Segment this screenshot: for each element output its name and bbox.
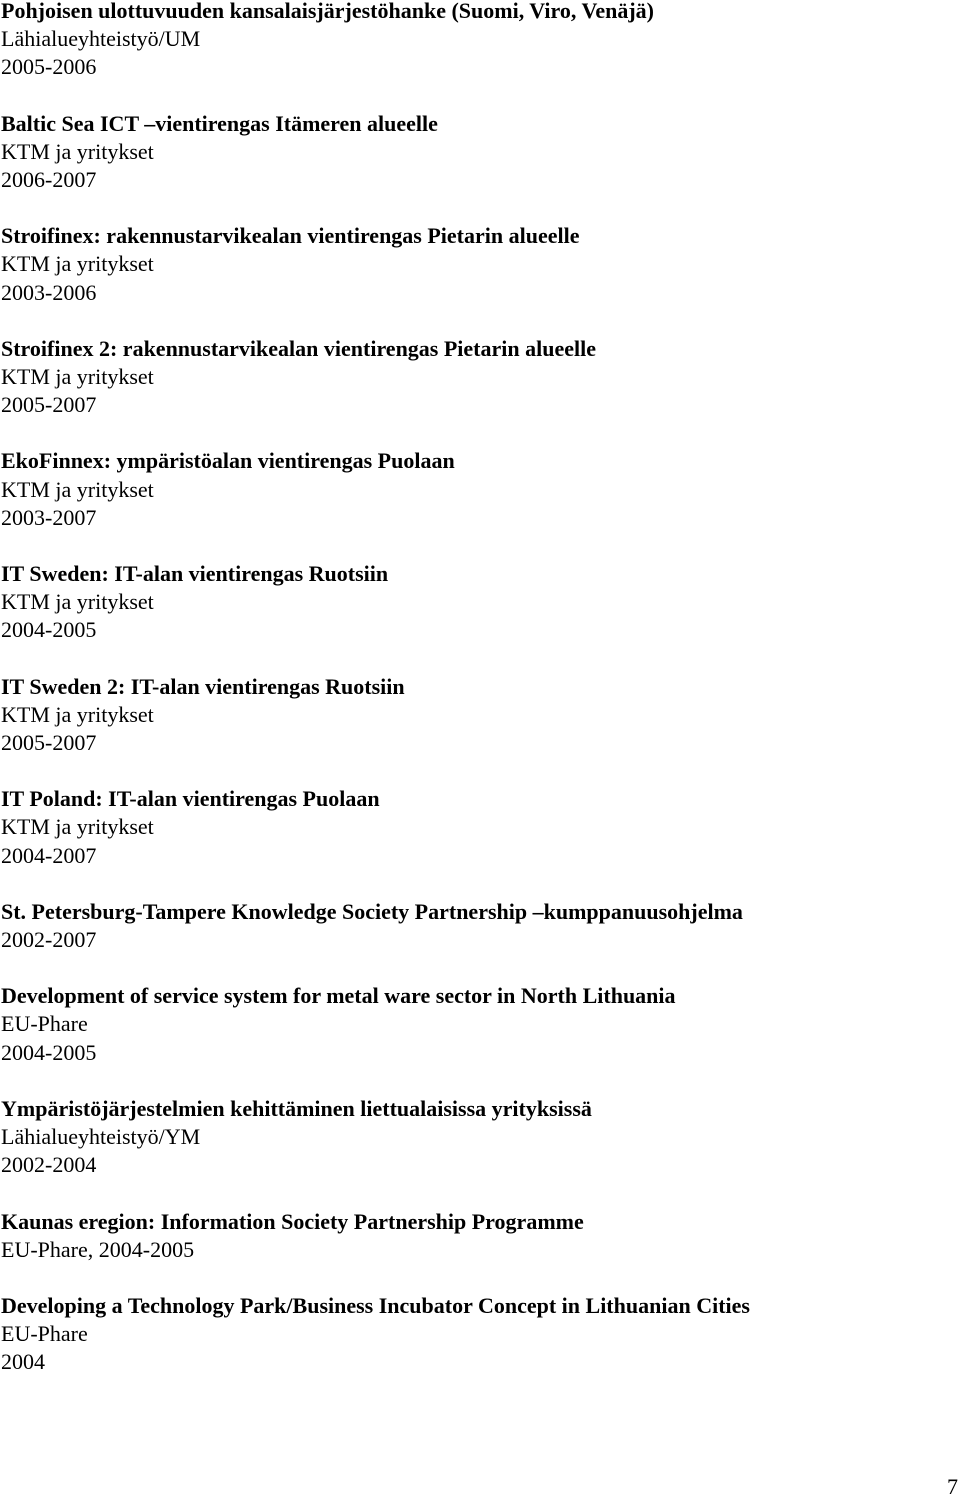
project-title: IT Poland: IT-alan vientirengas Puolaan bbox=[1, 786, 380, 812]
project-years: 2005-2007 bbox=[1, 730, 97, 756]
project-entry bbox=[1, 560, 941, 645]
project-title: EkoFinnex: ympäristöalan vientirengas Puolaan bbox=[1, 448, 455, 474]
project-funder: EU-Phare bbox=[1, 1321, 88, 1347]
project-title: Developing a Technology Park/Business Incubator Concept in Lithuanian Cities bbox=[1, 1292, 750, 1318]
project-funder: KTM ja yritykset bbox=[1, 476, 154, 502]
project-years: 2004-2005 bbox=[1, 617, 97, 643]
project-entry bbox=[1, 898, 941, 954]
project-funder: KTM ja yritykset bbox=[1, 701, 154, 727]
project-title: Kaunas eregion: Information Society Partnership Programme bbox=[1, 1208, 584, 1234]
project-title: Baltic Sea ICT –vientirengas Itämeren alueelle bbox=[1, 110, 438, 136]
project-funder-years: EU-Phare, 2004-2005 bbox=[1, 1236, 195, 1262]
project-years: 2005-2007 bbox=[1, 392, 97, 418]
project-years: 2002-2007 bbox=[1, 927, 97, 953]
project-years: 2006-2007 bbox=[1, 167, 97, 193]
project-funder: KTM ja yritykset bbox=[1, 138, 154, 164]
project-years: 2003-2007 bbox=[1, 504, 97, 530]
page-number: 7 bbox=[947, 1474, 958, 1499]
project-funder: KTM ja yritykset bbox=[1, 364, 154, 390]
project-entry bbox=[1, 335, 941, 420]
project-funder: EU-Phare bbox=[1, 1011, 88, 1037]
project-title: Stroifinex 2: rakennustarvikealan vientirengas Pietarin alueelle bbox=[1, 335, 596, 361]
project-title: IT Sweden 2: IT-alan vientirengas Ruotsiin bbox=[1, 673, 405, 699]
project-entry bbox=[1, 222, 941, 307]
project-entry bbox=[1, 1292, 941, 1377]
project-funder: KTM ja yritykset bbox=[1, 589, 154, 615]
project-title: St. Petersburg-Tampere Knowledge Society Partnership –kumppanuusohjelma bbox=[1, 898, 743, 924]
project-funder: KTM ja yritykset bbox=[1, 814, 154, 840]
project-years: 2004-2007 bbox=[1, 842, 97, 868]
project-title: Ympäristöjärjestelmien kehittäminen liettualaisissa yrityksissä bbox=[1, 1095, 592, 1121]
project-entry bbox=[1, 1208, 941, 1264]
project-entry bbox=[1, 447, 941, 532]
project-years: 2004-2005 bbox=[1, 1039, 97, 1065]
project-years: 2003-2006 bbox=[1, 279, 97, 305]
project-entry bbox=[1, 110, 941, 195]
project-entry bbox=[1, 673, 941, 758]
project-years: 2004 bbox=[1, 1349, 45, 1375]
project-list bbox=[1, 0, 941, 1405]
project-years: 2002-2004 bbox=[1, 1152, 97, 1178]
project-entry bbox=[1, 0, 941, 82]
project-title: Development of service system for metal ware sector in North Lithuania bbox=[1, 983, 676, 1009]
project-entry bbox=[1, 1095, 941, 1180]
project-title: IT Sweden: IT-alan vientirengas Ruotsiin bbox=[1, 561, 389, 587]
project-entry bbox=[1, 982, 941, 1067]
project-years: 2005-2006 bbox=[1, 54, 97, 80]
project-funder: KTM ja yritykset bbox=[1, 251, 154, 277]
project-title: Stroifinex: rakennustarvikealan vientirengas Pietarin alueelle bbox=[1, 223, 580, 249]
project-entry bbox=[1, 785, 941, 870]
project-funder: Lähialueyhteistyö/YM bbox=[1, 1124, 201, 1150]
project-title: Pohjoisen ulottuvuuden kansalaisjärjestöhanke (Suomi, Viro, Venäjä) bbox=[1, 0, 654, 23]
project-funder: Lähialueyhteistyö/UM bbox=[1, 26, 201, 52]
